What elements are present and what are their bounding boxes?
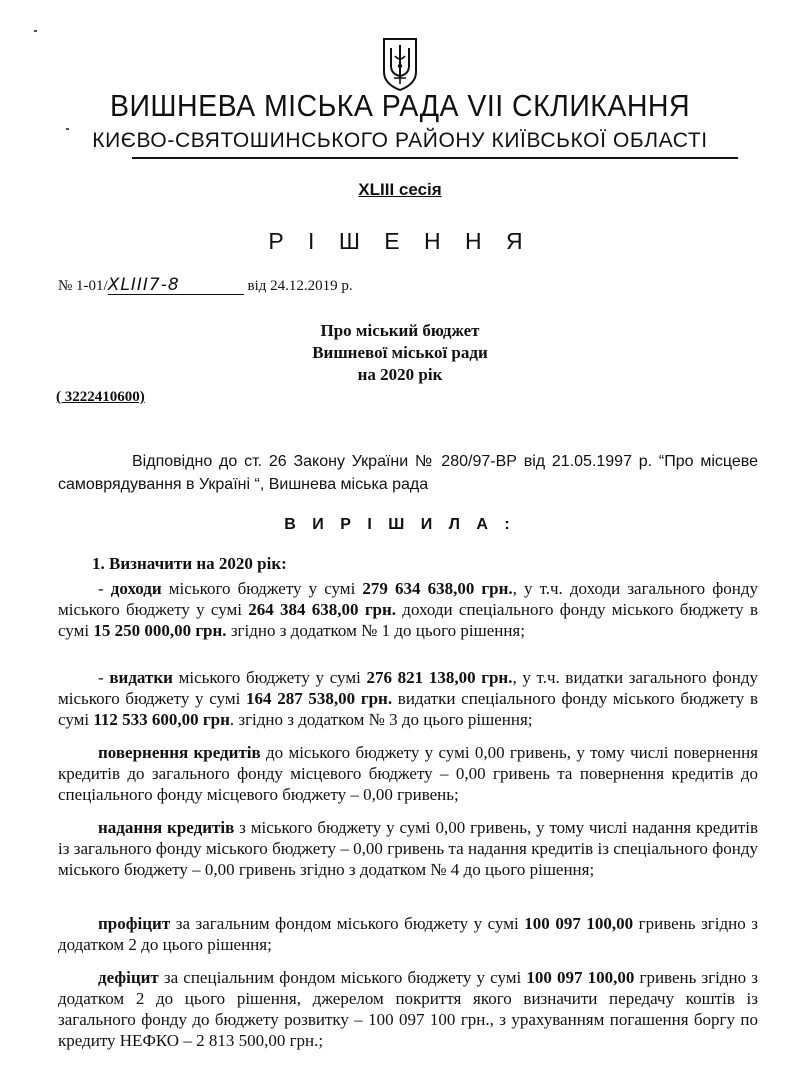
income-general-fund: 264 384 638,00 грн. bbox=[248, 600, 397, 619]
income-special-fund: 15 250 000,00 грн. bbox=[93, 621, 227, 640]
expenses-term: видатки bbox=[109, 668, 173, 687]
preamble: Відповідно до ст. 26 Закону України № 280/97-ВР від 21.05.1997 р. “Про місцеве самоврядування в Україні “, Вишнева міська рада bbox=[58, 453, 758, 493]
session-label: XLIII сесія bbox=[358, 180, 442, 199]
trident-coat-of-arms-icon bbox=[380, 36, 420, 92]
district-name: КИЄВО-СВЯТОШИНСЬКОГО РАЙОНУ КИЇВСЬКОЇ ОБЛАСТІ bbox=[92, 129, 708, 152]
deficit-paragraph: дефіцит за спеціальним фондом міського бюджету у сумі 100 097 100,00 гривень згідно з додатком 2 до цього рішення, джерелом покриття якого визначити передачу коштів із загального фонду до бюджету розвитку – 100 097 100 грн., з урахуванням погашення боргу по кредиту НЕФКО – 2 813 500,00 грн.; bbox=[58, 968, 758, 1050]
decision-title: Р І Ш Е Н Н Я bbox=[268, 228, 532, 254]
income-paragraph: - доходи міського бюджету у сумі 279 634 638,00 грн., у т.ч. доходи загального фонду міського бюджету у сумі 264 384 638,00 грн. доходи спеціального фонду міського бюджету в сумі 15 250 000,00 грн. згідно з додатком № 1 до цього рішення; bbox=[58, 579, 758, 640]
resolved-heading: В И Р І Ш И Л А : bbox=[284, 516, 516, 533]
income-term: доходи bbox=[110, 579, 162, 598]
handwritten-number: XLIII7-8 bbox=[108, 276, 244, 295]
decision-subject bbox=[0, 320, 800, 386]
subject-line-3: на 2020 рік bbox=[357, 365, 443, 384]
surplus-term: профіцит bbox=[98, 914, 171, 933]
surplus-amount: 100 097 100,00 bbox=[524, 914, 634, 933]
header-divider bbox=[132, 157, 738, 159]
decision-date: 24.12.2019 р. bbox=[270, 278, 353, 294]
deficit-term: дефіцит bbox=[98, 968, 159, 987]
expenses-special-fund: 112 533 600,00 грн bbox=[93, 710, 230, 729]
scan-speck bbox=[34, 30, 37, 32]
repayment-term: повернення кредитів bbox=[98, 743, 261, 762]
decision-number-line bbox=[58, 276, 353, 295]
expenses-total: 276 821 138,00 грн. bbox=[366, 668, 513, 687]
deficit-amount: 100 097 100,00 bbox=[526, 968, 635, 987]
crediting-paragraph: надання кредитів з міського бюджету у сумі 0,00 гривень, у тому числі надання кредитів із загального фонду міського бюджету – 0,00 гривень та надання кредитів із спеціального фонду міського бюджету – 0,00 гривень згідно з додатком № 4 до цього рішення; bbox=[58, 818, 758, 879]
date-label: від bbox=[247, 278, 267, 294]
council-name: ВИШНЕВА МІСЬКА РАДА VII СКЛИКАННЯ bbox=[109, 88, 691, 123]
subject-line-2: Вишневої міської ради bbox=[312, 343, 488, 362]
surplus-paragraph: профіцит за загальним фондом міського бюджету у сумі 100 097 100,00 гривень згідно з додатком 2 до цього рішення; bbox=[58, 914, 758, 954]
expenses-paragraph: - видатки міського бюджету у сумі 276 821 138,00 грн., у т.ч. видатки загального фонду міського бюджету у сумі 164 287 538,00 грн. видатки спеціального фонду міського бюджету в сумі 112 533 600,00 грн. згідно з додатком № 3 до цього рішення; bbox=[58, 668, 758, 729]
repayment-paragraph: повернення кредитів до міського бюджету у сумі 0,00 гривень, у тому числі повернення кредитів до загального фонду місцевого бюджету – 0,00 гривень та повернення кредитів до спеціального фонду місцевого бюджету – 0,00 гривень; bbox=[58, 743, 758, 804]
crediting-term: надання кредитів bbox=[98, 818, 235, 837]
number-prefix: № 1-01/ bbox=[58, 278, 108, 294]
expenses-general-fund: 164 287 538,00 грн. bbox=[246, 689, 393, 708]
point-1-heading: 1. Визначити на 2020 рік: bbox=[92, 554, 287, 573]
subject-line-1: Про міський бюджет bbox=[320, 321, 480, 340]
income-total: 279 634 638,00 грн. bbox=[362, 579, 513, 598]
budget-code: ( 3222410600) bbox=[56, 389, 145, 405]
